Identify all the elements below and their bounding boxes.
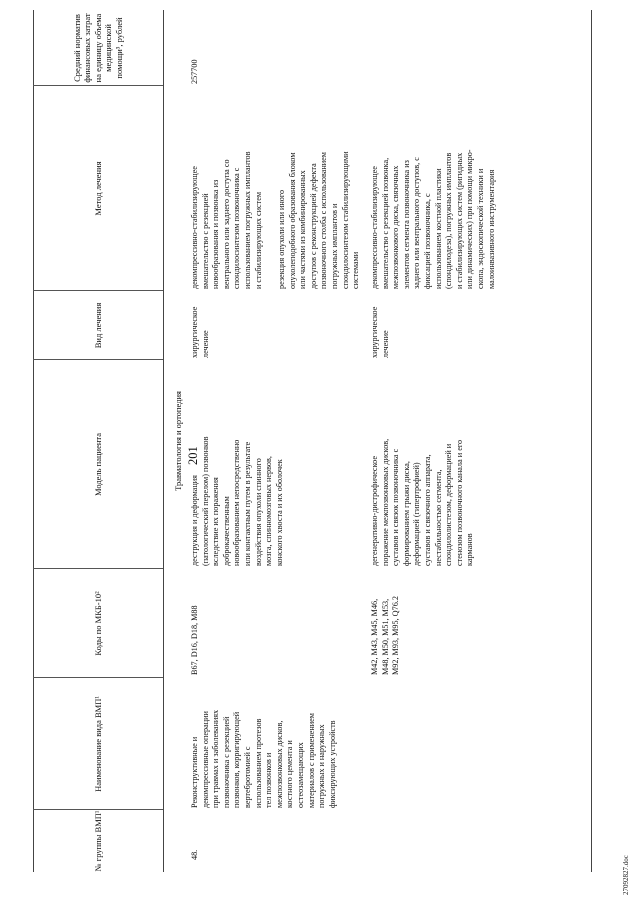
treatment-method: резекция опухоли или иного опухолеподобного образования блоком или частями из комбинированных доступов с реконструкцией дефекта позвоночного столба с использованием погружных имплантов и спондилосинтезом стабилизирующими системами: [277, 151, 361, 289]
header-cost-norm: Средний норматив финансовых затрат на единицу объема медицинской помощи³, рублей: [71, 13, 124, 83]
document-reference: 27092827.doc: [622, 855, 630, 895]
header-icd-codes: Коды по МКБ-10²: [92, 591, 103, 656]
patient-model: дегенеративно-дистрофическое поражение межпозвонковых дисков, суставов и связок позвоночника с формированием грыжи диска, деформацией (гипертрофией) суставов и связочного аппарата, нестабильностью сегмента, спондилолистезом, деформацией и стенозом позвоночного канала и его карманов: [370, 438, 475, 566]
vmp-name: Реконструктивные и декомпрессивные операции при травмах и заболеваниях позвоночника с резекцией позвонков, корригирующей вертебротомией с использованием протезов тел позвонков и межпозвонковых дисков, костного цемента и остеозамещающих материалов с применением погружных и наружных фиксирующих устройств: [190, 709, 337, 808]
treatment-method: декомпрессивно-стабилизирующее вмешательство с резекцией позвонка, межпозвонкового диска, связочных элементов сегмента позвоночника из заднего или вентрального доступов, с фиксацией позвоночника, с использованием костной пластики (спондилодеза), погружных имплантов и стабилизирующих систем (ригидных или динамических) при помощи микро- скопа, эндоскопической техники и малоинвазивного инструментария: [370, 149, 496, 289]
header-treatment-method: Метод лечения: [92, 161, 103, 216]
icd-codes: M42, M43, M45, M46, M48, M50, M51, M53, M92, M93, M95, Q76.2: [370, 596, 401, 675]
header-vmp-name: Наименование вида ВМП¹: [92, 696, 103, 792]
page-number: 201: [186, 446, 200, 465]
cost-value: 257700: [190, 59, 199, 84]
treatment-type: хирургическое лечение: [370, 306, 390, 358]
table-header-border: [163, 10, 164, 872]
treatment-type: хирургическое лечение: [190, 306, 210, 358]
section-title: Травматология и ортопедия: [173, 391, 183, 491]
header-treatment-type: Вид лечения: [92, 302, 103, 349]
table-bottom-border: [591, 10, 592, 872]
patient-model: деструкция и деформация (патологический перелом) позвонков вследствие их поражения доброкачественным новообразованием непосредственно или контактным путем в результате воздействия опухоли спинного мозга, спинномозговых нервов, конского хвоста и их оболочек: [190, 436, 284, 566]
medical-care-table: [33, 10, 591, 872]
group-number: 48.: [190, 849, 199, 860]
treatment-method: декомпрессивно-стабилизирующее вмешательство с резекцией новообразования и позвонка из вентрального или заднего доступа со спондилосинтезом позвоночника с использованием погружных имплантов и стабилизирующих систем: [190, 151, 263, 289]
icd-codes: B67, D16, D18, M88: [190, 605, 199, 675]
header-patient-model: Модель пациента: [92, 432, 103, 497]
header-group-number: № группы ВМП¹: [92, 810, 103, 872]
